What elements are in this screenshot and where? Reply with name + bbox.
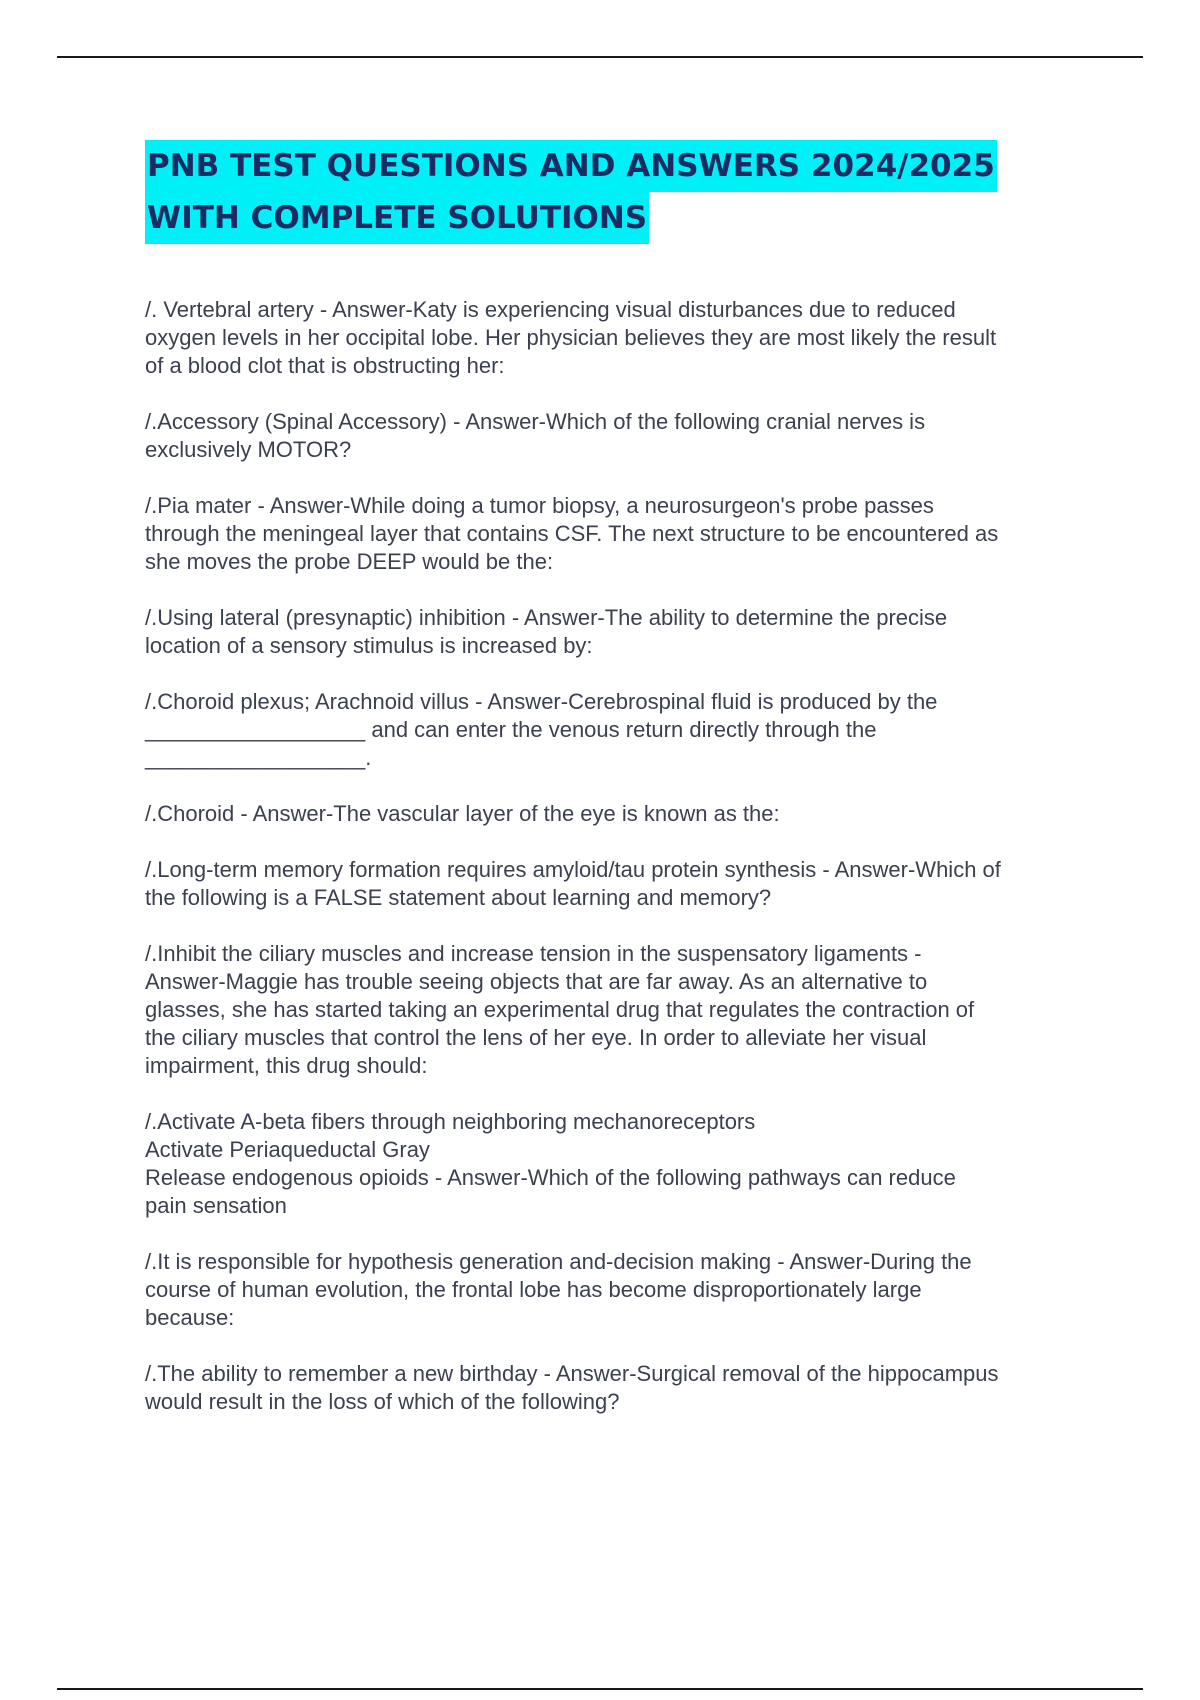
qa-item: /.Activate A-beta fibers through neighboring mechanoreceptors Activate Periaqueductal Gray Release endogenous opioids - Answer-Which of the following pathways can reduce pain sensation (145, 1109, 956, 1218)
qa-item: /.Inhibit the ciliary muscles and increase tension in the suspensatory ligaments - Answer-Maggie has trouble seeing objects that are far away. As an alternative to glasses, she has started taking an experimental drug that regulates the contraction of the ciliary muscles that control the lens of her eye. In order to alleviate her visual impairment, this drug should: (145, 941, 975, 1078)
top-rule (57, 56, 1143, 58)
title-line-2: WITH COMPLETE SOLUTIONS (145, 192, 649, 244)
qa-item: /.Pia mater - Answer-While doing a tumor biopsy, a neurosurgeon's probe passes through the meningeal layer that contains CSF. The next structure to be encountered as she moves the probe DEEP would be the: (145, 493, 999, 574)
qa-item: /. Vertebral artery - Answer-Katy is experiencing visual disturbances due to reduced oxygen levels in her occipital lobe. Her physician believes they are most likely the result of a blood clot that is obstructing her: (145, 297, 997, 378)
bottom-rule (57, 1688, 1143, 1690)
qa-item: /.Using lateral (presynaptic) inhibition - Answer-The ability to determine the precise location of a sensory stimulus is increased by: (145, 605, 948, 658)
qa-list (145, 296, 1095, 1444)
qa-item: /.Accessory (Spinal Accessory) - Answer-Which of the following cranial nerves is exclusively MOTOR? (145, 409, 926, 462)
qa-item: /.It is responsible for hypothesis generation and-decision making - Answer-During the course of human evolution, the frontal lobe has become disproportionately large because: (145, 1249, 972, 1330)
qa-item: /.The ability to remember a new birthday - Answer-Surgical removal of the hippocampus would result in the loss of which of the following? (145, 1361, 999, 1414)
qa-item: /.Long-term memory formation requires amyloid/tau protein synthesis - Answer-Which of the following is a FALSE statement about learning and memory? (145, 857, 1001, 910)
qa-item: /.Choroid - Answer-The vascular layer of the eye is known as the: (145, 801, 780, 826)
qa-item: /.Choroid plexus; Arachnoid villus - Answer-Cerebrospinal fluid is produced by the __________________ and can enter the venous return directly through the __________________. (145, 689, 938, 770)
title-line-1: PNB TEST QUESTIONS AND ANSWERS 2024/2025 (145, 140, 997, 192)
page-title (145, 140, 1045, 244)
